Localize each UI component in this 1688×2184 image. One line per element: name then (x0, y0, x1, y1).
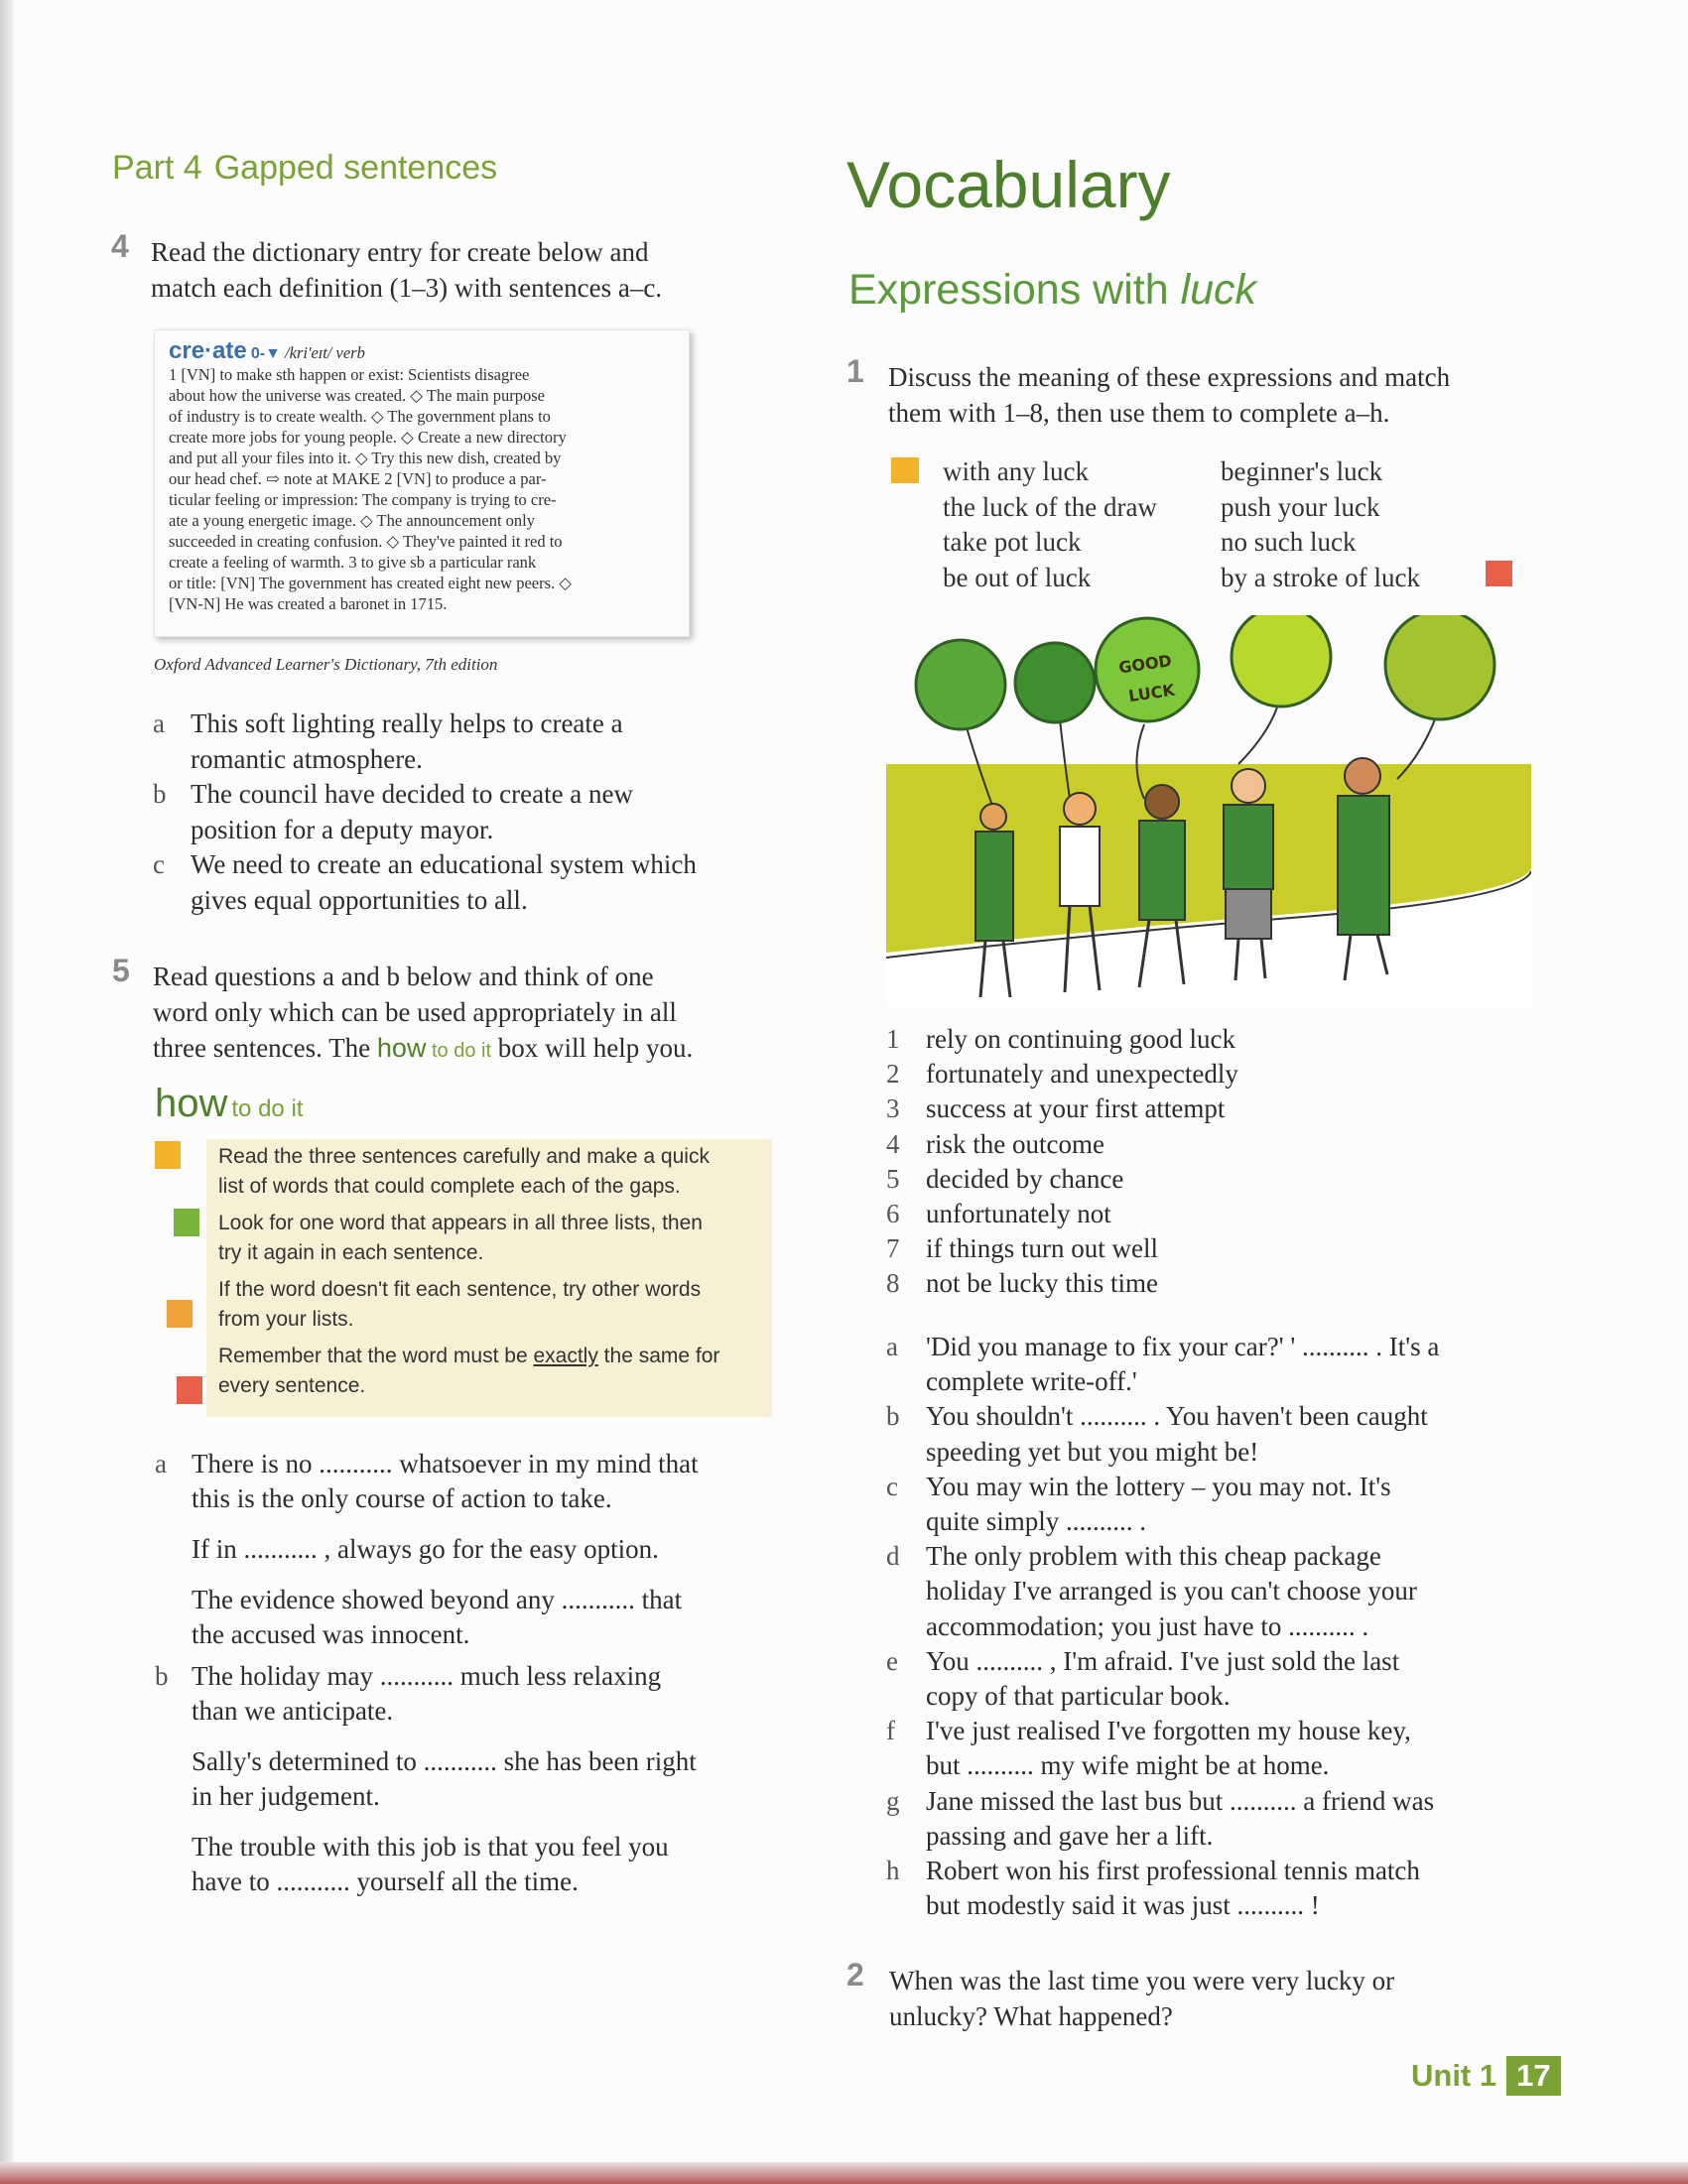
list-item (886, 1854, 1561, 1923)
to-do-it-label: to do it (231, 1095, 304, 1122)
section-title-emphasis: luck (1180, 266, 1257, 314)
task-5-number: 5 (112, 953, 130, 988)
list-item (886, 1231, 1531, 1266)
expression: push your luck (1221, 491, 1380, 522)
item-letter: b (886, 1401, 900, 1432)
item-text: not be lucky this time (926, 1268, 1158, 1299)
how-step-1 (218, 1142, 774, 1202)
page-bottom-edge (0, 2162, 1688, 2184)
dictionary-line: about how the universe was created. ◇ The main purpose (169, 386, 545, 405)
gapped-line: If in ........... , always go for the easy option. (192, 1534, 659, 1564)
list-item (153, 707, 788, 777)
expressions-column-2 (1221, 454, 1420, 595)
task-5-text: box will help you. (491, 1033, 694, 1063)
how-step-line: list of words that could complete each of the gaps. (218, 1175, 681, 1198)
task-4-line: Read the dictionary entry for create below and (151, 237, 649, 267)
red-square-icon (177, 1376, 202, 1404)
dictionary-header (169, 337, 675, 364)
dictionary-line: create a feeling of warmth. 3 to give sb a particular rank (169, 553, 537, 572)
dictionary-line: of industry is to create wealth. ◇ The government plans to (169, 407, 551, 426)
how-step-line: try it again in each sentence. (218, 1241, 484, 1264)
how-step-line: Read the three sentences carefully and make a quick (218, 1145, 710, 1168)
gap-question-b (155, 1659, 800, 1899)
task-5-line (153, 1030, 798, 1069)
item-letter: e (886, 1645, 898, 1676)
item-text: unfortunately not (926, 1199, 1111, 1229)
dictionary-headword: cre·ate (169, 337, 247, 364)
item-line: holiday I've arranged is you can't choose your (926, 1576, 1417, 1606)
part-heading (112, 149, 497, 188)
balloon (1385, 615, 1494, 719)
task-2-instructions (889, 1963, 1544, 2034)
item-text: fortunately and unexpectedly (926, 1059, 1238, 1090)
meanings-list (886, 1022, 1531, 1302)
gapped-line: this is the only course of action to take. (192, 1483, 612, 1513)
item-line: complete write-off.' (926, 1366, 1137, 1397)
task-2-number: 2 (846, 1957, 864, 1992)
gapped-line: Sally's determined to ........... she has been right (192, 1746, 697, 1776)
expression: beginner's luck (1221, 456, 1383, 486)
dictionary-line: and put all your files into it. ◇ Try this new dish, created by (169, 449, 562, 467)
item-line: accommodation; you just have to .......... . (926, 1610, 1369, 1641)
unit-label: Unit 1 (1411, 2058, 1497, 2093)
item-number: 4 (886, 1128, 900, 1159)
dictionary-line: ticular feeling or impression: The company is trying to cre- (169, 490, 557, 509)
gapped-line: than we anticipate. (192, 1696, 394, 1726)
item-text: if things turn out well (926, 1233, 1158, 1264)
key-word-icon: 0-▼ (250, 345, 281, 362)
dictionary-entry (154, 329, 690, 637)
balloon-sign: GOOD (1117, 651, 1173, 678)
gapped-line: The trouble with this job is that you feel you (192, 1832, 669, 1862)
item-number: 1 (886, 1024, 900, 1054)
list-item (886, 1127, 1531, 1162)
task-1-instructions (888, 359, 1563, 431)
item-line: This soft lighting really helps to create a (191, 708, 623, 738)
dictionary-line: create more jobs for young people. ◇ Create a new directory (169, 428, 567, 447)
gapped-line: in her judgement. (192, 1781, 380, 1811)
expression: no such luck (1221, 527, 1357, 557)
expression: be out of luck (943, 562, 1092, 592)
list-item (886, 1330, 1561, 1399)
balloon (1015, 643, 1095, 722)
gapped-line: The evidence showed beyond any ........... that (192, 1585, 683, 1614)
item-number: 5 (886, 1163, 900, 1194)
list-item (886, 1784, 1561, 1854)
item-letter: g (886, 1785, 900, 1816)
item-letter: c (153, 849, 165, 879)
sentences-a-c (153, 707, 788, 918)
section-title (848, 266, 1256, 315)
item-line: Jane missed the last bus but .......... a friend was (926, 1785, 1435, 1816)
gapped-line: have to ........... yourself all the time. (192, 1866, 579, 1896)
item-line: Robert won his first professional tennis match (926, 1856, 1420, 1886)
item-line: copy of that particular book. (926, 1681, 1231, 1712)
task-1-line: Discuss the meaning of these expressions and match (888, 362, 1451, 392)
expressions-column-1 (943, 454, 1157, 595)
section-title-text: Expressions with (848, 266, 1181, 314)
how-step-line (218, 1342, 774, 1371)
dictionary-line: [VN-N] He was created a baronet in 1715. (169, 594, 448, 613)
question-letter: a (155, 1449, 167, 1478)
how-to-do-it-title (155, 1082, 303, 1126)
item-line: I've just realised I've forgotten my house key, (926, 1716, 1411, 1746)
item-line: We need to create an educational system which (191, 849, 697, 879)
dictionary-source: Oxford Advanced Learner's Dictionary, 7th edition (154, 655, 498, 674)
item-letter: d (886, 1541, 900, 1572)
task-1-number: 1 (846, 353, 864, 389)
item-line: The council have decided to create a new (191, 779, 634, 809)
dictionary-line: ate a young energetic image. ◇ The announcement only (169, 511, 535, 530)
list-item (153, 847, 788, 918)
list-item (886, 1197, 1531, 1231)
how-step-line: every sentence. (218, 1374, 366, 1397)
item-number: 2 (886, 1059, 900, 1090)
page-title: Vocabulary (846, 148, 1171, 221)
item-letter: h (886, 1856, 900, 1886)
list-item (886, 1399, 1561, 1469)
list-item (886, 1714, 1561, 1783)
good-luck-illustration (886, 615, 1531, 1007)
how-step-4 (218, 1342, 774, 1401)
task-5-line: word only which can be used appropriately in all (153, 997, 677, 1027)
page-gutter-shadow (0, 0, 14, 2184)
gap-question-a (155, 1447, 800, 1652)
item-letter: a (153, 708, 165, 738)
dictionary-line: or title: [VN] The government has created eight new peers. ◇ (169, 574, 572, 592)
task-2-line: When was the last time you were very lucky or (889, 1966, 1395, 1995)
item-text: decided by chance (926, 1163, 1124, 1194)
item-letter: c (886, 1471, 898, 1501)
gap-sentences-a-h (886, 1330, 1561, 1923)
dictionary-pos: verb (335, 343, 365, 362)
item-line: romantic atmosphere. (191, 743, 423, 774)
item-letter: a (886, 1332, 898, 1361)
item-line: You .......... , I'm afraid. I've just sold the last (926, 1645, 1400, 1676)
list-item (886, 1022, 1531, 1057)
list-item (886, 1470, 1561, 1539)
how-step-3 (218, 1275, 774, 1335)
task-5-instructions (153, 959, 798, 1069)
item-line: speeding yet but you might be! (926, 1436, 1259, 1467)
dictionary-line: 1 [VN] to make sth happen or exist: Scientists disagree (169, 365, 530, 384)
how-step-2 (218, 1209, 774, 1268)
how-step-text: Remember that the word must be (218, 1345, 534, 1367)
yellow-square-icon (891, 457, 919, 483)
task-5-text: three sentences. The (153, 1033, 377, 1063)
item-text: risk the outcome (926, 1128, 1104, 1159)
item-letter: f (886, 1716, 895, 1746)
item-number: 3 (886, 1093, 900, 1124)
item-number: 8 (886, 1268, 900, 1299)
page-number: 17 (1506, 2056, 1560, 2096)
how-label: how (155, 1082, 228, 1125)
gapped-line: There is no ........... whatsoever in my mind that (192, 1449, 699, 1478)
expression: by a stroke of luck (1221, 562, 1420, 592)
item-line: gives equal opportunities to all. (191, 884, 528, 915)
how-inline: how (376, 1033, 427, 1063)
task-4-line: match each definition (1–3) with sentences a–c. (151, 273, 663, 303)
list-item (886, 1057, 1531, 1092)
item-line: You shouldn't .......... . You haven't been caught (926, 1401, 1428, 1432)
how-step-line: from your lists. (218, 1308, 354, 1331)
item-letter: b (153, 779, 167, 809)
gapped-line: The holiday may ........... much less relaxing (192, 1661, 662, 1691)
item-text: success at your first attempt (926, 1093, 1226, 1124)
task-5-line: Read questions a and b below and think of one (153, 962, 654, 991)
part-title: Gapped sentences (213, 149, 498, 187)
list-item (886, 1644, 1561, 1714)
how-step-line: Look for one word that appears in all three lists, then (218, 1212, 703, 1234)
balloon (1232, 615, 1331, 707)
list-item (886, 1092, 1531, 1126)
item-line: 'Did you manage to fix your car?' ' .......... . It's a (926, 1332, 1440, 1361)
item-line: position for a deputy mayor. (191, 814, 494, 844)
item-line: quite simply .......... . (926, 1506, 1146, 1537)
item-line: but .......... my wife might be at home. (926, 1750, 1330, 1781)
how-step-line: If the word doesn't fit each sentence, try other words (218, 1278, 702, 1301)
part-number: Part 4 (112, 149, 202, 187)
list-item (886, 1539, 1561, 1644)
item-number: 6 (886, 1199, 900, 1229)
expression: the luck of the draw (943, 491, 1157, 522)
dictionary-line: succeeded in creating confusion. ◇ They've painted it red to (169, 532, 563, 551)
list-item (153, 777, 788, 847)
question-letter: b (155, 1661, 169, 1691)
balloon-sign: LUCK (1127, 680, 1177, 707)
task-2-line: unlucky? What happened? (889, 2001, 1173, 2031)
orange-square-icon (167, 1300, 193, 1328)
dictionary-line: our head chef. ⇨ note at MAKE 2 [VN] to produce a par- (169, 469, 547, 488)
gapped-line: the accused was innocent. (192, 1619, 470, 1649)
green-square-icon (174, 1209, 199, 1236)
item-line: but modestly said it was just .......... ! (926, 1890, 1320, 1921)
item-text: rely on continuing good luck (926, 1024, 1235, 1054)
task-4-number: 4 (111, 228, 129, 264)
dictionary-pronunciation: /kri'eɪt/ (285, 343, 332, 362)
list-item (886, 1162, 1531, 1197)
item-line: passing and gave her a lift. (926, 1820, 1214, 1851)
item-line: The only problem with this cheap package (926, 1541, 1381, 1572)
how-step-text: the same for (597, 1345, 720, 1367)
item-number: 7 (886, 1233, 900, 1264)
yellow-square-icon (155, 1141, 181, 1169)
expression: with any luck (943, 456, 1089, 486)
list-item (886, 1266, 1531, 1301)
to-do-it-inline: to do it (426, 1040, 492, 1062)
task-1-line: them with 1–8, then use them to complete a–h. (888, 398, 1390, 428)
how-step-underlined: exactly (533, 1345, 598, 1367)
red-square-icon (1486, 561, 1512, 586)
task-4-instructions (151, 234, 662, 306)
expression: take pot luck (943, 527, 1082, 557)
item-line: You may win the lottery – you may not. It's (926, 1471, 1391, 1501)
balloon (916, 640, 1005, 729)
page-footer (1411, 2056, 1561, 2096)
